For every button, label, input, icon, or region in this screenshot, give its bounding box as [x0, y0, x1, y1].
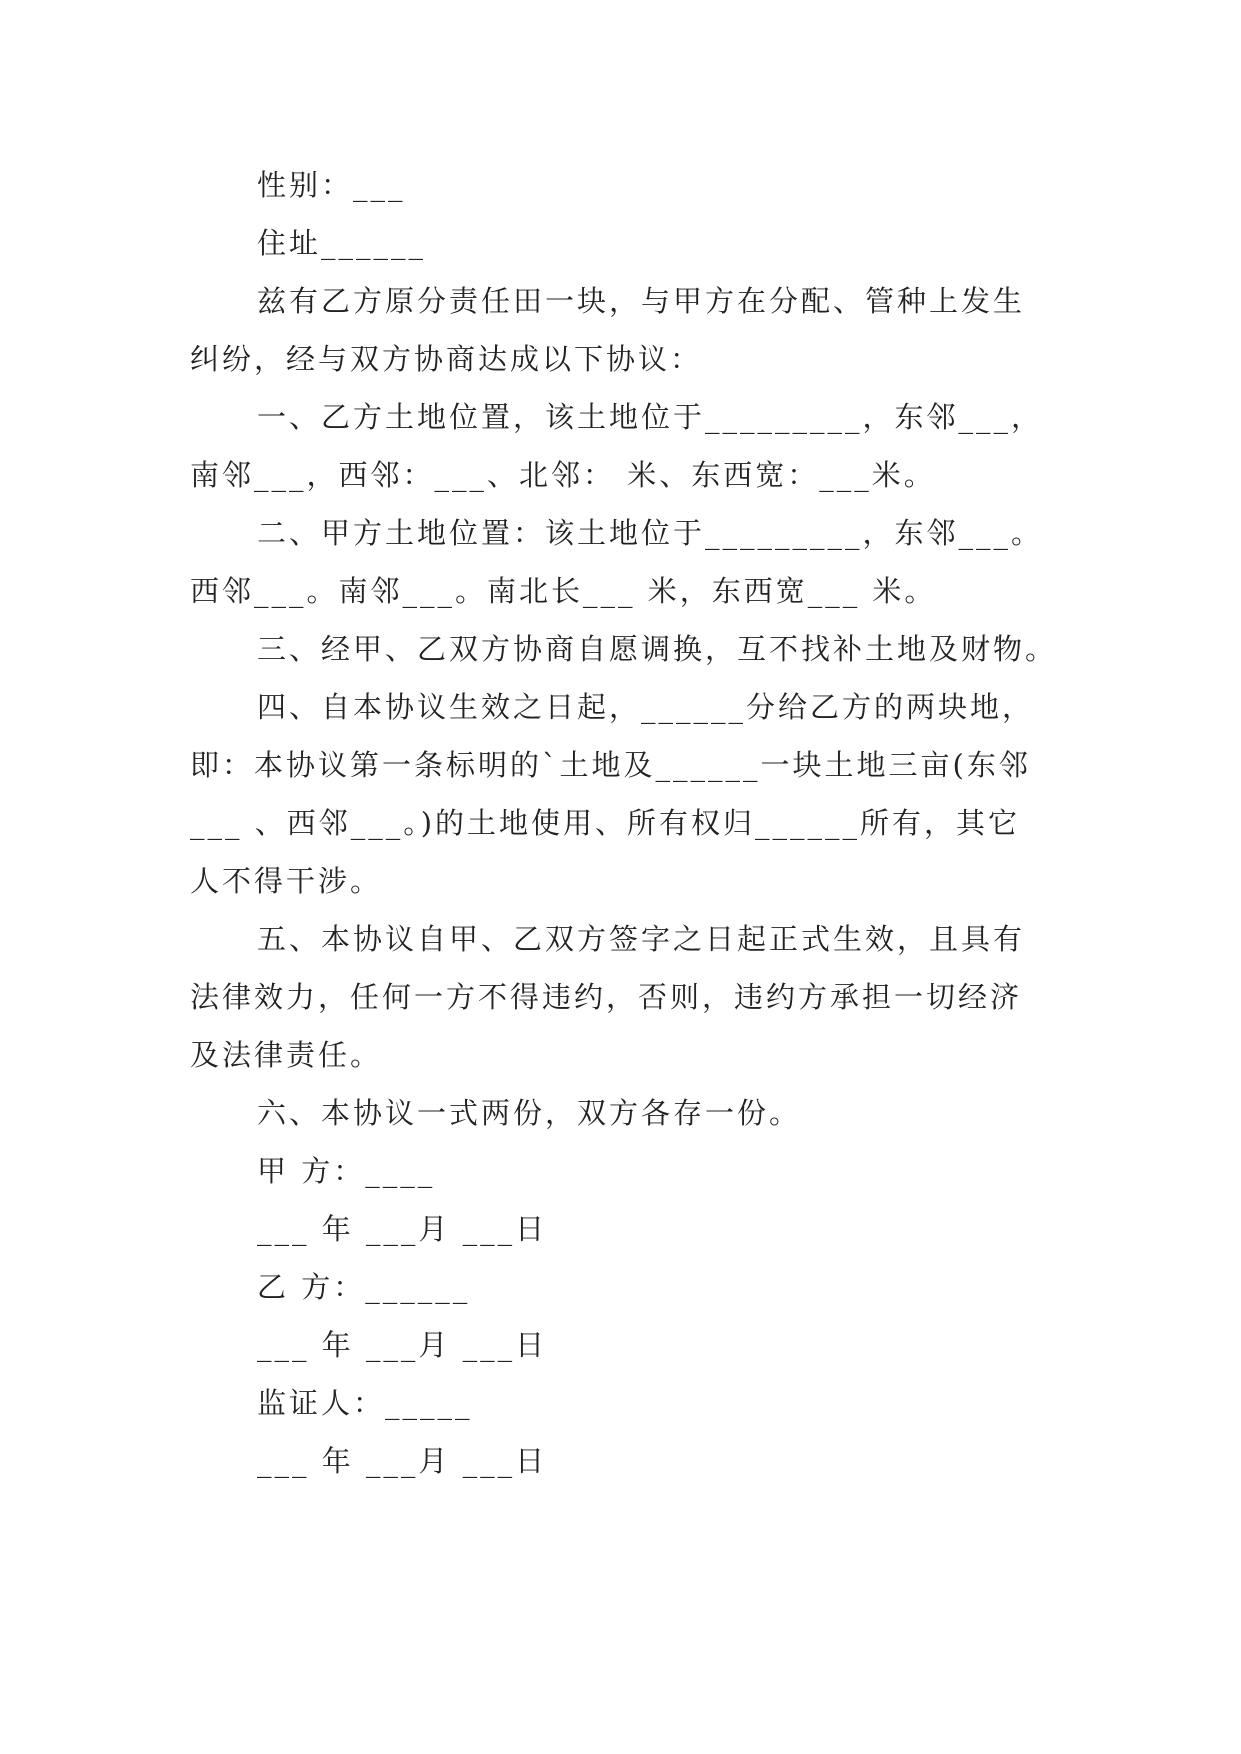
party-a-date: ___ 年 ___月 ___日 — [257, 1212, 548, 1246]
gender-line: 性别：___ — [257, 168, 406, 202]
clause-5-line-3: 及法律责任。 — [190, 1038, 383, 1072]
clause-5-line-2: 法律效力，任何一方不得违约，否则，违约方承担一切经济 — [190, 980, 1023, 1014]
clause-2-line-2: 西邻___。南邻___。南北长___ 米，东西宽___ 米。 — [190, 574, 937, 608]
clause-6: 六、本协议一式两份，双方各存一份。 — [257, 1096, 802, 1130]
clause-3: 三、经甲、乙双方协商自愿调换，互不找补土地及财物。 — [257, 632, 1058, 666]
address-line: 住址______ — [257, 226, 427, 260]
witness-signature: 监证人：_____ — [257, 1386, 473, 1420]
intro-paragraph-line-2: 纠纷，经与双方协商达成以下协议： — [190, 342, 703, 376]
witness-date: ___ 年 ___月 ___日 — [257, 1444, 548, 1478]
clause-5-line-1: 五、本协议自甲、乙双方签字之日起正式生效，且具有 — [257, 922, 1026, 956]
intro-paragraph-line-1: 兹有乙方原分责任田一块，与甲方在分配、管种上发生 — [257, 284, 1026, 318]
clause-4-line-3: ___ 、西邻___。)的土地使用、所有权归______所有，其它 — [190, 806, 1021, 840]
clause-1-line-1: 一、乙方土地位置，该土地位于_________，东邻___， — [257, 400, 1044, 434]
party-a-signature: 甲 方：____ — [257, 1154, 436, 1188]
clause-4-line-4: 人不得干涉。 — [190, 864, 383, 898]
clause-2-line-1: 二、甲方土地位置：该土地位于_________，东邻___。 — [257, 516, 1044, 550]
clause-1-line-2: 南邻___，西邻：___、北邻： 米、东西宽：___米。 — [190, 458, 936, 492]
party-b-date: ___ 年 ___月 ___日 — [257, 1328, 548, 1362]
clause-4-line-2: 即：本协议第一条标明的`土地及______一块土地三亩(东邻 — [190, 748, 1031, 782]
clause-4-line-1: 四、自本协议生效之日起，______分给乙方的两块地， — [257, 690, 1035, 724]
party-b-signature: 乙 方：______ — [257, 1270, 471, 1304]
